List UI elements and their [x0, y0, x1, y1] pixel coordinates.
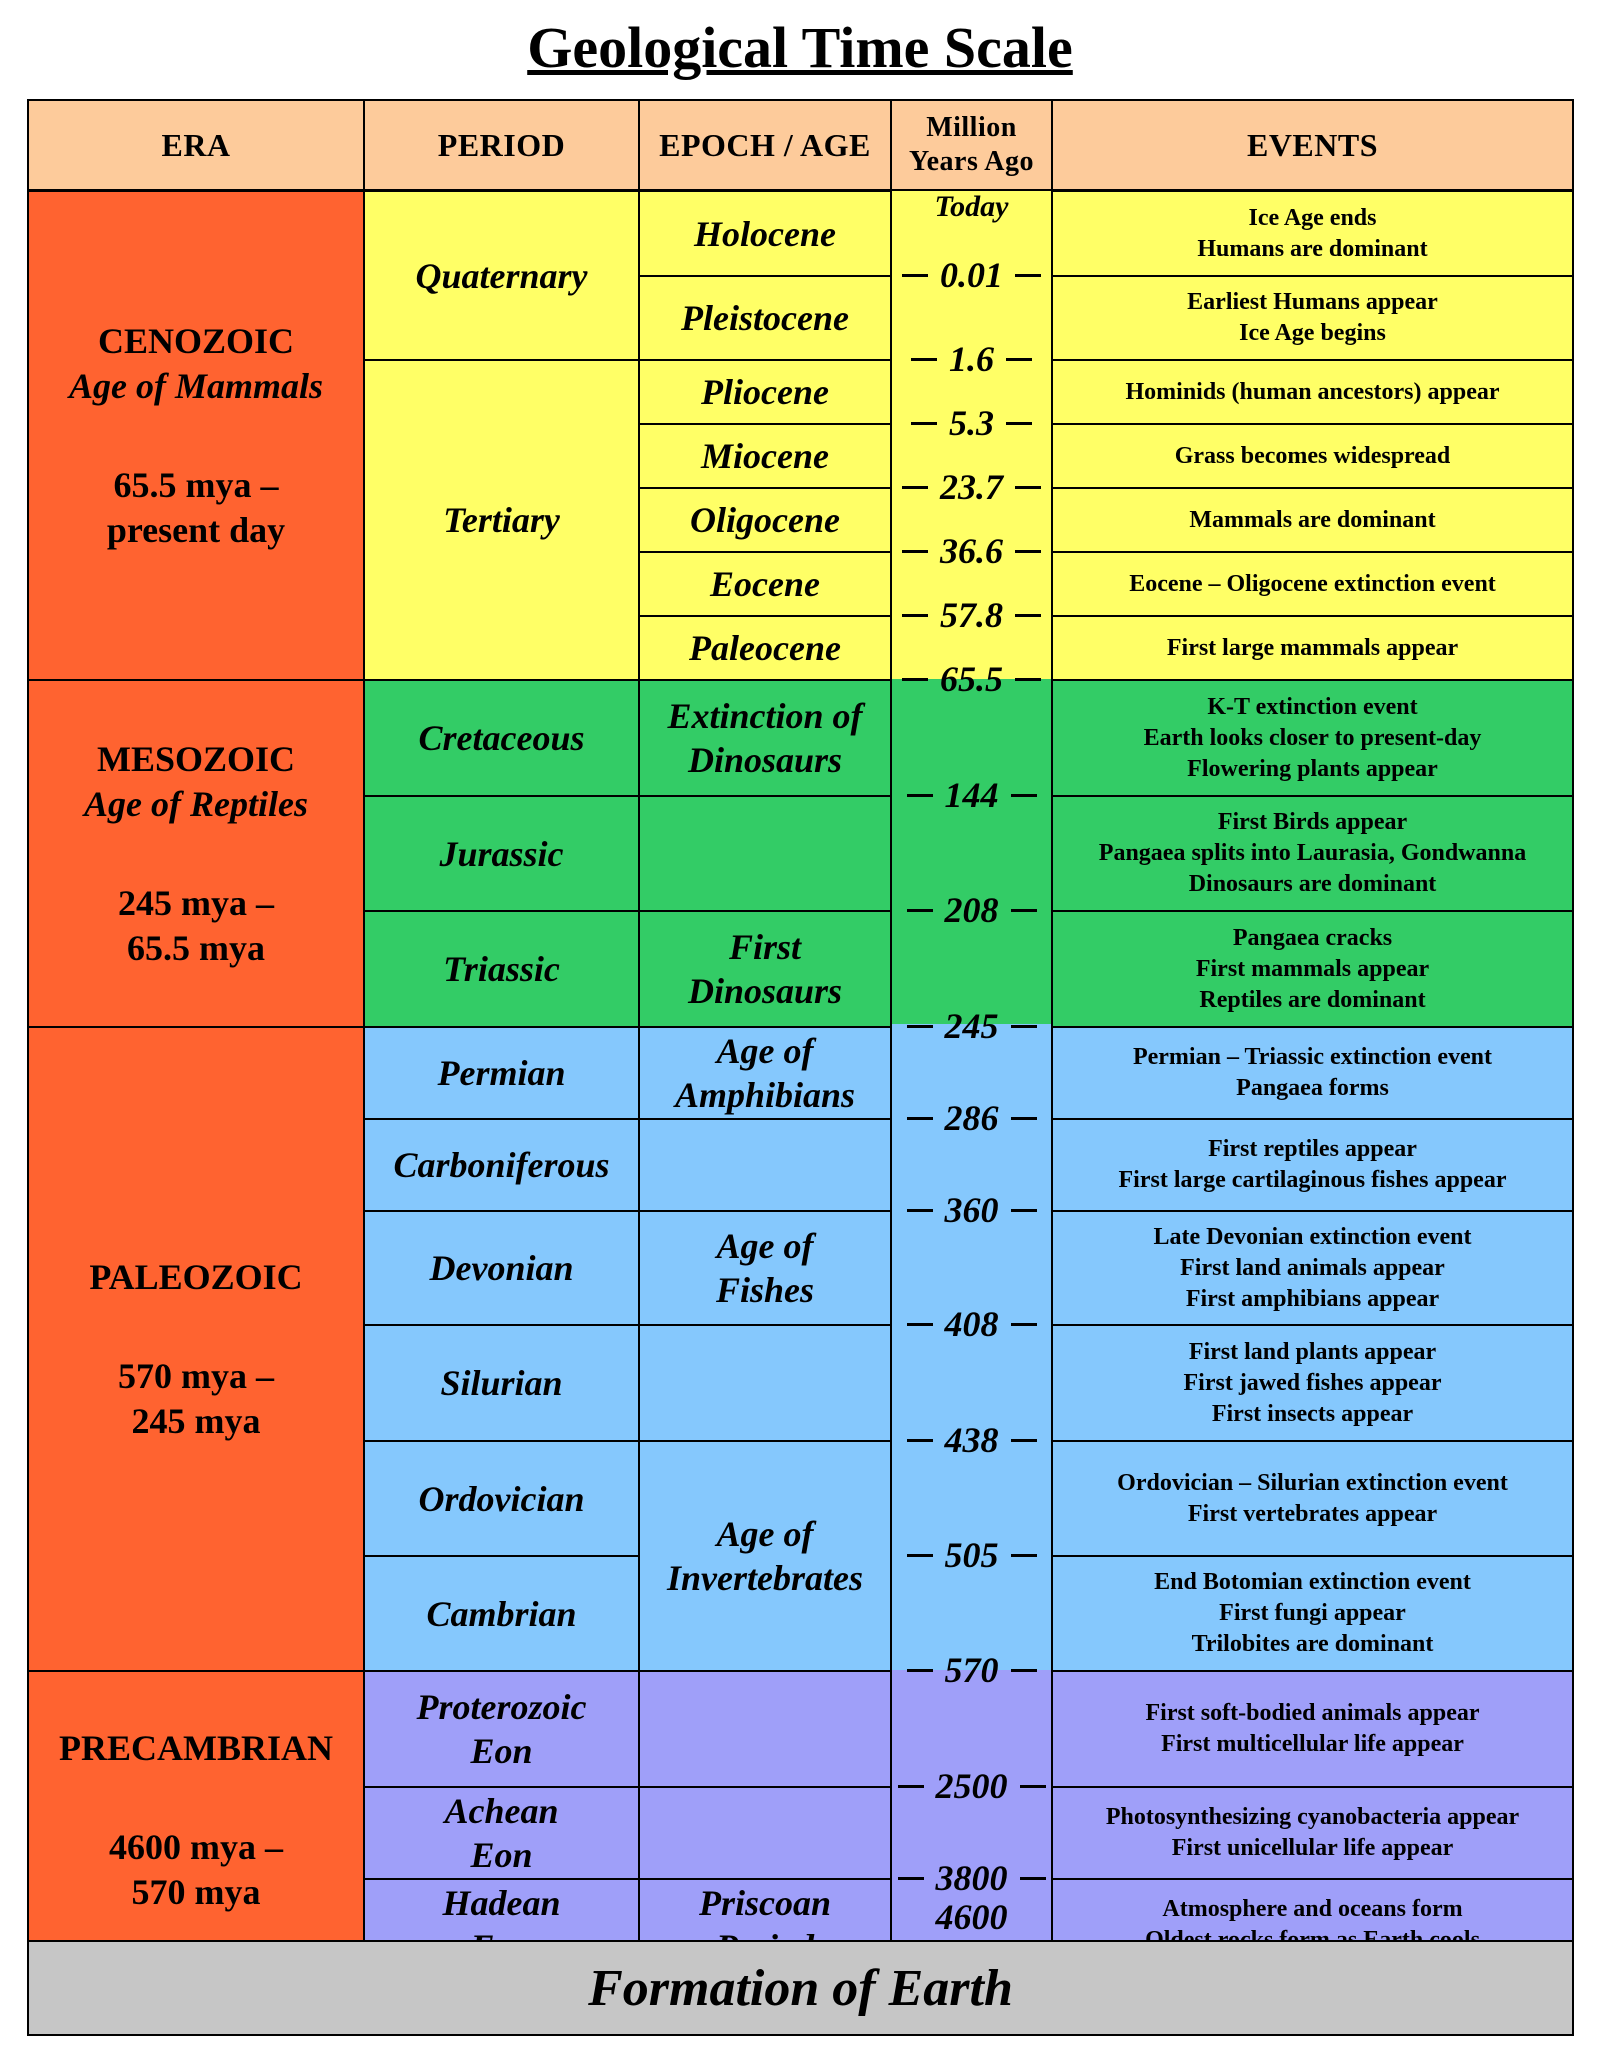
events-cell: [1051, 1555, 1574, 1672]
events-cell: [1051, 1670, 1574, 1788]
tick-mark-right: [1011, 909, 1037, 912]
mya-tick-value: 5.3: [949, 403, 994, 443]
epoch-name-suffix: Amphibians: [674, 1075, 856, 1115]
mya-tick: [890, 1302, 1053, 1346]
period-cell: [363, 359, 640, 681]
tick-mark-left: [898, 1877, 924, 1880]
mya-tick: [890, 888, 1053, 932]
event-text: First vertebrates appear: [1187, 1500, 1438, 1527]
mya-tick: [890, 529, 1053, 573]
event-text: Pangaea forms: [1236, 1075, 1389, 1101]
header-epoch: EPOCH / AGE: [638, 99, 892, 191]
event-text: End Botomian extinction event: [1154, 1569, 1471, 1595]
tick-mark-left: [907, 1209, 933, 1212]
event-text: First fungi appear: [1219, 1600, 1406, 1626]
epoch-cell: [638, 1440, 892, 1672]
event-text: Pangaea cracks: [1232, 924, 1393, 951]
tick-mark-left: [902, 274, 928, 277]
mya-tick: [890, 657, 1053, 701]
mya-tick: [890, 1764, 1053, 1808]
mya-tick-value: 505: [944, 1535, 999, 1575]
tick-mark-left: [907, 1669, 933, 1672]
era-cell: [27, 1026, 365, 1672]
tick-mark-left: [898, 1785, 924, 1788]
period-cell: [363, 1324, 640, 1442]
tick-mark-left: [902, 550, 928, 553]
period-cell: [363, 190, 640, 361]
tick-mark-left: [902, 486, 928, 489]
event-text: First large mammals appear: [1166, 634, 1459, 661]
mya-tick: [890, 1004, 1053, 1048]
epoch-cell: [638, 1324, 892, 1442]
events-cell: [1051, 423, 1574, 489]
event-text: Late Devonian extinction event: [1153, 1223, 1472, 1250]
epoch-cell: [638, 1026, 892, 1120]
period-name: Permian: [437, 1053, 566, 1093]
period-name: Achean: [444, 1791, 559, 1831]
event-text: First unicellular life appear: [1171, 1835, 1454, 1861]
event-text: Grass becomes widespread: [1174, 442, 1451, 469]
tick-mark-left: [907, 1117, 933, 1120]
header-period: PERIOD: [363, 99, 640, 191]
mya-tick: [890, 593, 1053, 637]
event-text: Ice Age ends: [1248, 204, 1377, 231]
tick-mark-left: [911, 422, 937, 425]
period-cell: [363, 1670, 640, 1788]
tick-mark-right: [1020, 1877, 1046, 1880]
header-mya: [890, 99, 1053, 191]
event-text: First land plants appear: [1188, 1338, 1437, 1365]
mya-tick: [890, 401, 1053, 445]
mya-tick-value: 360: [944, 1190, 999, 1230]
event-text: Earliest Humans appear: [1187, 289, 1438, 315]
tick-mark-left: [902, 614, 928, 617]
epoch-cell: [638, 679, 892, 797]
mya-tick-value: 144: [944, 775, 999, 815]
tick-mark-left: [907, 909, 933, 912]
era-range-end: 570 mya: [131, 1872, 261, 1912]
event-text: Earth looks closer to present-day: [1143, 724, 1482, 751]
epoch-cell: [638, 487, 892, 553]
mya-tick-value: 570: [944, 1650, 999, 1690]
event-text: Eocene – Oligocene extinction event: [1129, 570, 1496, 597]
events-cell: [1051, 910, 1574, 1028]
period-cell: [363, 1210, 640, 1326]
event-text: First Birds appear: [1217, 809, 1408, 835]
mya-today-label: Today: [934, 190, 1009, 223]
tick-mark-left: [902, 678, 928, 681]
event-text: Reptiles are dominant: [1199, 986, 1426, 1013]
period-name: Tertiary: [443, 500, 560, 540]
mya-tick-value: 408: [944, 1304, 999, 1344]
tick-mark-left: [907, 794, 933, 797]
event-text: Permian – Triassic extinction event: [1132, 1044, 1493, 1070]
era-range-start: 570 mya –: [118, 1355, 274, 1396]
epoch-cell: [638, 359, 892, 425]
tick-mark-left: [907, 1323, 933, 1326]
events-cell: [1051, 190, 1574, 277]
period-name: Devonian: [429, 1248, 574, 1288]
mya-tick-value: 2500: [935, 1766, 1008, 1806]
page-title: Geological Time Scale: [527, 15, 1073, 80]
event-text: Ordovician – Silurian extinction event: [1117, 1469, 1508, 1496]
epoch-name: Paleocene: [689, 628, 841, 668]
epoch-name-suffix: Fishes: [715, 1270, 815, 1310]
events-cell: [1051, 615, 1574, 681]
tick-mark-right: [1015, 614, 1041, 617]
header-events: EVENTS: [1051, 99, 1574, 191]
epoch-cell: [638, 910, 892, 1028]
mya-tick-value: 36.6: [940, 531, 1003, 571]
event-text: First mammals appear: [1195, 955, 1430, 982]
epoch-cell: [638, 423, 892, 489]
events-cell: [1051, 1118, 1574, 1212]
tick-mark-left: [911, 358, 937, 361]
era-range-end: 245 mya: [131, 1400, 261, 1441]
mya-band-mesozoic: [892, 679, 1051, 1024]
event-text: Humans are dominant: [1197, 235, 1428, 262]
period-name: Cambrian: [426, 1593, 577, 1634]
period-name: Proterozoic: [416, 1687, 587, 1727]
era-subtitle: Age of Reptiles: [84, 783, 308, 824]
period-name-suffix: Eon: [470, 1835, 533, 1875]
mya-tick: [890, 773, 1053, 817]
header-mya-line2: Years Ago: [908, 146, 1035, 177]
mya-tick-value: 0.01: [940, 255, 1003, 295]
mya-tick: [890, 1188, 1053, 1232]
tick-mark-right: [1015, 274, 1041, 277]
mya-tick-value: 286: [944, 1098, 999, 1138]
event-text: First large cartilaginous fishes appear: [1118, 1167, 1507, 1193]
tick-mark-right: [1011, 1117, 1037, 1120]
period-name: Ordovician: [418, 1478, 585, 1519]
event-text: First reptiles appear: [1208, 1136, 1417, 1162]
tick-mark-right: [1015, 678, 1041, 681]
mya-tick: [890, 1856, 1053, 1900]
epoch-cell: [638, 551, 892, 617]
header-mya-line1: Million: [926, 112, 1017, 143]
period-name: Jurassic: [439, 833, 564, 874]
mya-tick-value: 245: [944, 1006, 999, 1046]
era-name: CENOZOIC: [97, 320, 295, 361]
epoch-cell: [638, 1670, 892, 1788]
events-cell: [1051, 487, 1574, 553]
epoch-cell: [638, 795, 892, 912]
epoch-cell: [638, 275, 892, 361]
epoch-cell: [638, 1210, 892, 1326]
tick-mark-left: [907, 1554, 933, 1557]
mya-tick-value: 23.7: [940, 467, 1003, 507]
event-text: Hominids (human ancestors) appear: [1125, 378, 1500, 405]
events-cell: [1051, 1440, 1574, 1557]
event-text: Ice Age begins: [1239, 320, 1386, 346]
mya-tick: [890, 1096, 1053, 1140]
period-cell: [363, 1118, 640, 1212]
period-cell: [363, 795, 640, 912]
period-name: Quaternary: [415, 255, 588, 296]
period-name: Carboniferous: [393, 1145, 610, 1185]
era-cell: [27, 190, 365, 681]
event-text: First land animals appear: [1180, 1254, 1445, 1281]
era-range-start: 4600 mya –: [109, 1827, 283, 1867]
events-cell: [1051, 1786, 1574, 1880]
epoch-name-suffix: Invertebrates: [667, 1558, 863, 1598]
epoch-name: First: [728, 927, 802, 967]
formation-of-earth-banner: Formation of Earth: [27, 1940, 1574, 2036]
tick-mark-right: [1011, 1669, 1037, 1672]
event-text: Flowering plants appear: [1187, 755, 1438, 782]
events-cell: [1051, 359, 1574, 425]
tick-mark-right: [1011, 1209, 1037, 1212]
era-range-end: present day: [106, 509, 286, 550]
event-text: First amphibians appear: [1185, 1285, 1440, 1312]
mya-tick-value: 65.5: [940, 659, 1003, 699]
era-name: MESOZOIC: [96, 738, 296, 779]
period-name-suffix: Eon: [470, 1731, 533, 1771]
events-cell: [1051, 679, 1574, 797]
period-name: Silurian: [440, 1363, 563, 1403]
mya-tick-value: 3800: [935, 1858, 1008, 1898]
header-era: ERA: [27, 99, 365, 191]
tick-mark-right: [1011, 1323, 1037, 1326]
mya-tick: [890, 465, 1053, 509]
epoch-name: Miocene: [701, 436, 829, 476]
epoch-name: Age of: [716, 1031, 814, 1071]
era-name: PALEOZOIC: [89, 1256, 303, 1297]
event-text: Trilobites are dominant: [1191, 1631, 1434, 1657]
tick-mark-right: [1011, 1025, 1037, 1028]
event-text: First soft-bodied animals appear: [1145, 1700, 1480, 1726]
epoch-cell: [638, 1118, 892, 1212]
event-text: Atmosphere and oceans form: [1162, 1895, 1463, 1922]
tick-mark-right: [1011, 1554, 1037, 1557]
era-cell: [27, 1670, 365, 1971]
event-text: K-T extinction event: [1207, 693, 1418, 720]
mya-tick: [890, 253, 1053, 297]
event-text: Mammals are dominant: [1189, 506, 1436, 533]
period-name: Triassic: [443, 949, 560, 989]
mya-tick: [890, 1533, 1053, 1577]
mya-tick-value: 208: [944, 890, 999, 930]
tick-mark-right: [1020, 1785, 1046, 1788]
epoch-name: Age of: [716, 1226, 814, 1266]
tick-mark-left: [907, 1025, 933, 1028]
event-text: First multicellular life appear: [1161, 1731, 1464, 1757]
events-cell: [1051, 275, 1574, 361]
period-cell: [363, 910, 640, 1028]
period-cell: [363, 1786, 640, 1880]
epoch-name: Age of: [716, 1514, 814, 1554]
epoch-name-suffix: Dinosaurs: [687, 971, 843, 1011]
era-range-start: 245 mya –: [118, 882, 274, 923]
mya-tick-value: 1.6: [949, 339, 994, 379]
mya-tick: [890, 1418, 1053, 1462]
mya-tick: [890, 337, 1053, 381]
epoch-name: Priscoan: [698, 1882, 831, 1923]
tick-mark-right: [1011, 1439, 1037, 1442]
mya-tick-value: 438: [944, 1420, 999, 1460]
mya-4600-label: 4600: [935, 1897, 1008, 1937]
era-name: PRECAMBRIAN: [59, 1728, 333, 1768]
tick-mark-right: [1006, 358, 1032, 361]
period-cell: [363, 1555, 640, 1672]
events-cell: [1051, 1026, 1574, 1120]
tick-mark-right: [1015, 550, 1041, 553]
events-cell: [1051, 795, 1574, 912]
period-name: Cretaceous: [418, 718, 585, 758]
event-text: Dinosaurs are dominant: [1188, 871, 1437, 897]
period-name: Hadean: [442, 1882, 561, 1923]
event-text: Pangaea splits into Laurasia, Gondwanna: [1098, 840, 1527, 866]
epoch-name: Extinction of: [667, 696, 863, 736]
epoch-name: Pleistocene: [681, 298, 849, 338]
events-cell: [1051, 1324, 1574, 1442]
event-text: Photosynthesizing cyanobacteria appear: [1105, 1804, 1520, 1830]
period-cell: [363, 1440, 640, 1557]
epoch-name: Oligocene: [690, 500, 840, 540]
era-range-end: 65.5 mya: [127, 927, 265, 968]
events-cell: [1051, 551, 1574, 617]
era-range-start: 65.5 mya –: [113, 464, 279, 505]
mya-tick-value: 57.8: [940, 595, 1003, 635]
epoch-name-suffix: Dinosaurs: [687, 740, 843, 780]
epoch-cell: [638, 1786, 892, 1880]
tick-mark-right: [1015, 486, 1041, 489]
events-cell: [1051, 1210, 1574, 1326]
era-cell: [27, 679, 365, 1028]
epoch-name: Holocene: [694, 213, 836, 254]
epoch-cell: [638, 615, 892, 681]
event-text: First insects appear: [1211, 1400, 1414, 1427]
era-subtitle: Age of Mammals: [68, 365, 323, 406]
period-cell: [363, 1026, 640, 1120]
tick-mark-right: [1006, 422, 1032, 425]
epoch-cell: [638, 190, 892, 277]
epoch-name: Eocene: [710, 564, 820, 604]
epoch-name: Pliocene: [701, 372, 829, 412]
event-text: First jawed fishes appear: [1183, 1369, 1442, 1396]
period-cell: [363, 679, 640, 797]
tick-mark-right: [1011, 794, 1037, 797]
tick-mark-left: [907, 1439, 933, 1442]
mya-tick: [890, 1648, 1053, 1692]
